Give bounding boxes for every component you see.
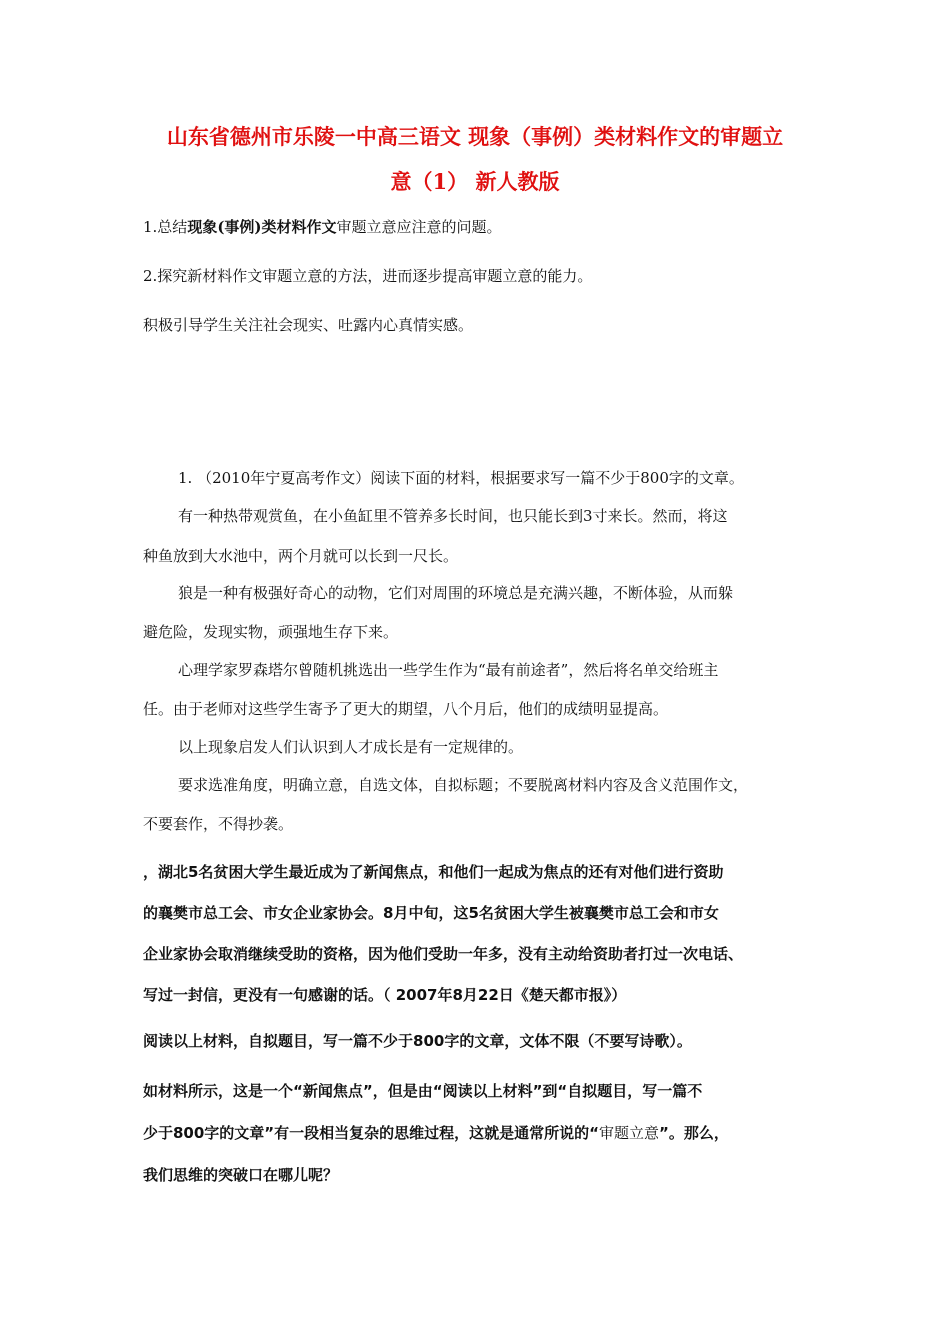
objective-1	[143, 217, 813, 237]
title-line-2: 意（1） 新人教版	[390, 169, 560, 194]
news-line-1: ，湖北5名贫困大学生最近成为了新闻焦点，和他们一起成为焦点的还有对他们进行资助	[143, 863, 724, 881]
example-line-4: 狼是一种有极强好奇心的动物，它们对周围的环境总是充满兴趣，不断体验，从而躲	[178, 584, 734, 602]
example-line-3: 种鱼放到大水池中，两个月就可以长到一尺长。	[143, 547, 459, 565]
analysis-line-1: 如材料所示，这是一个“新闻焦点”，但是由“阅读以上材料”到“自拟题目，写一篇不	[143, 1082, 703, 1100]
page-title	[140, 114, 810, 204]
example-line-10: 不要套作，不得抄袭。	[143, 815, 294, 833]
example-line-7: 任。由于老师对这些学生寄予了更大的期望，八个月后，他们的成绩明显提高。	[143, 700, 669, 718]
prompt-line: 阅读以上材料，自拟题目，写一篇不少于800字的文章，文体不限（不要写诗歌）。	[143, 1032, 692, 1050]
analysis-term: 审题立意	[599, 1124, 660, 1142]
analysis-line-2	[143, 1123, 813, 1143]
example-line-5: 避危险，发现实物，顽强地生存下来。	[143, 623, 399, 641]
analysis-line-2-start: 少于800字的文章”有一段相当复杂的思维过程，这就是通常所说的“	[143, 1124, 600, 1142]
objective-1-keyword: 现象(事例)类材料作文	[187, 218, 337, 236]
news-line-2: 的襄樊市总工会、市女企业家协会。8月中旬，这5名贫困大学生被襄樊市总工会和市女	[143, 904, 719, 922]
example-line-1: 1. （2010年宁夏高考作文）阅读下面的材料，根据要求写一篇不少于800字的文章。	[178, 469, 744, 487]
news-line-3: 企业家协会取消继续受助的资格，因为他们受助一年多，没有主动给资助者打过一次电话、	[143, 945, 744, 963]
objective-1-suffix: 审题立意应注意的问题。	[336, 218, 502, 236]
objective-2: 2.探究新材料作文审题立意的方法，进而逐步提高审题立意的能力。	[143, 267, 593, 285]
example-line-2: 有一种热带观赏鱼，在小鱼缸里不管养多长时间，也只能长到3寸来长。然而，将这	[178, 507, 728, 525]
title-line-1: 山东省德州市乐陵一中高三语文 现象（事例）类材料作文的审题立	[166, 124, 784, 149]
example-line-6: 心理学家罗森塔尔曾随机挑选出一些学生作为“最有前途者”，然后将名单交给班主	[178, 661, 719, 679]
news-line-4: 写过一封信，更没有一句感谢的话。（ 2007年8月22日《楚天都市报》）	[143, 986, 627, 1004]
example-line-8: 以上现象启发人们认识到人才成长是有一定规律的。	[178, 738, 524, 756]
objective-1-prefix: 1.总结	[143, 218, 188, 236]
analysis-line-2-end: ”。那么，	[659, 1124, 729, 1142]
analysis-line-3: 我们思维的突破口在哪儿呢？	[143, 1166, 339, 1184]
objective-3: 积极引导学生关注社会现实、吐露内心真情实感。	[143, 316, 474, 334]
example-line-9: 要求选准角度，明确立意，自选文体，自拟标题；不要脱离材料内容及含义范围作文，	[178, 776, 749, 794]
